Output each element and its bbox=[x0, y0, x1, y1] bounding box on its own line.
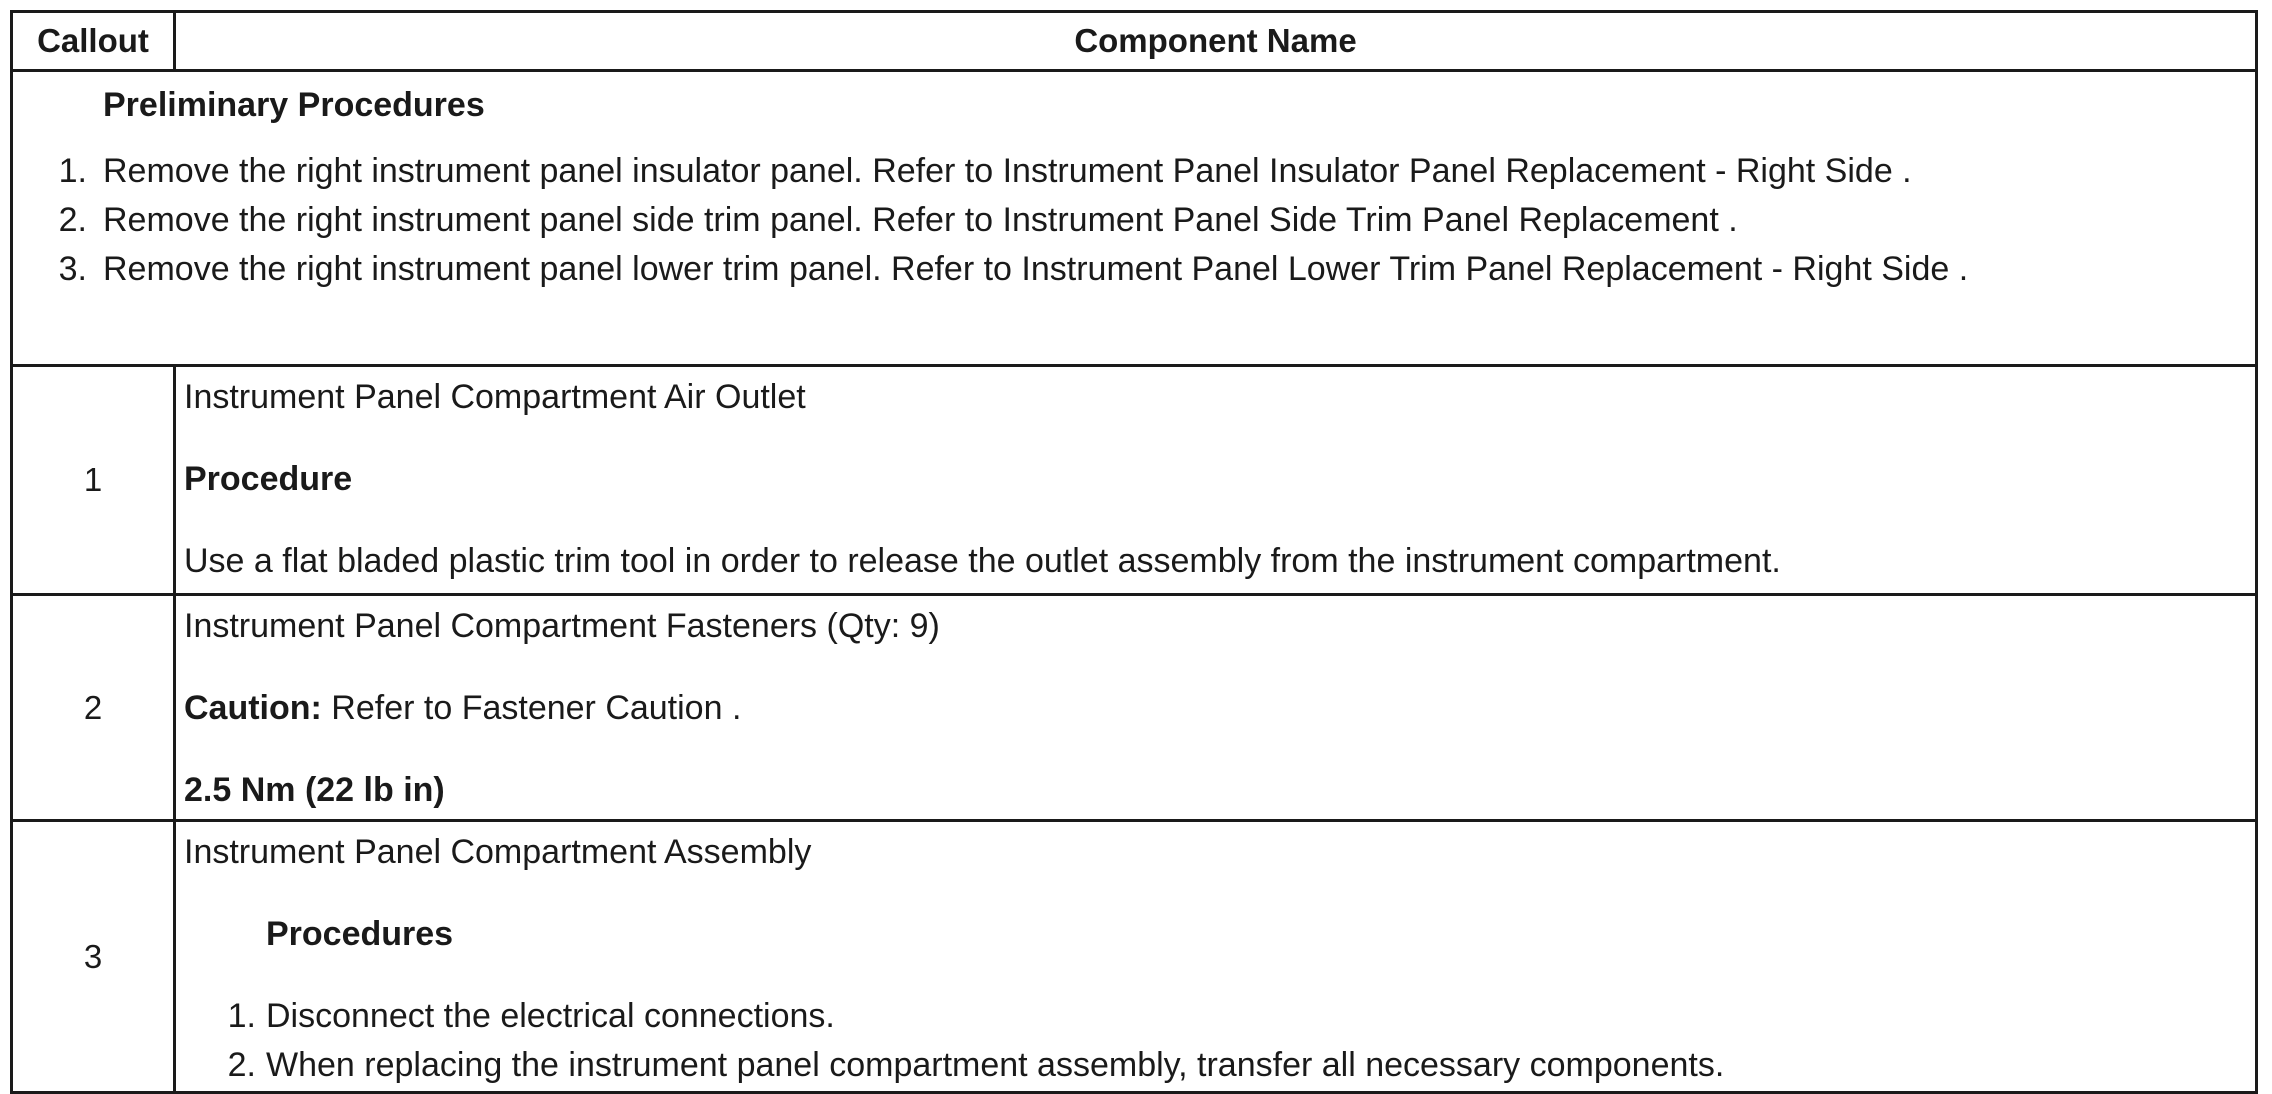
table-row bbox=[12, 595, 2257, 821]
callout-column-header: Callout bbox=[12, 12, 175, 71]
step-number: 2. bbox=[58, 201, 87, 239]
preliminary-procedures-cell bbox=[12, 71, 2257, 366]
step-text: Remove the right instrument panel side trim panel. Refer to Instrument Panel Side Trim Panel Replacement . bbox=[103, 201, 1738, 239]
step-text: When replacing the instrument panel compartment assembly, transfer all necessary components. bbox=[266, 1046, 1725, 1084]
step-text: Disconnect the electrical connections. bbox=[266, 997, 835, 1035]
list-item bbox=[206, 1041, 2255, 1090]
table-header-row bbox=[12, 12, 2257, 71]
preliminary-procedures-row bbox=[12, 71, 2257, 366]
step-number: 2. bbox=[227, 1046, 256, 1084]
step-text: Remove the right instrument panel insulator panel. Refer to Instrument Panel Insulator Panel Replacement - Right Side . bbox=[103, 152, 1912, 190]
step-number: 1. bbox=[58, 152, 87, 190]
procedure-steps-list bbox=[206, 992, 2255, 1090]
torque-spec: 2.5 Nm (22 lb in) bbox=[184, 771, 445, 809]
component-name: Instrument Panel Compartment Fasteners (Qty: 9) bbox=[184, 607, 940, 645]
caution-line bbox=[184, 684, 2255, 732]
callout-number: 1 bbox=[12, 366, 175, 595]
component-name-column-header: Component Name bbox=[175, 12, 2257, 71]
list-item bbox=[206, 992, 2255, 1041]
component-table bbox=[10, 10, 2258, 1094]
caution-label: Caution: bbox=[184, 689, 322, 727]
callout-number: 2 bbox=[12, 595, 175, 821]
component-name: Instrument Panel Compartment Assembly bbox=[184, 833, 812, 871]
procedure-label: Procedure bbox=[184, 460, 353, 498]
table-row bbox=[12, 821, 2257, 1093]
list-item bbox=[37, 196, 2255, 245]
callout-number: 3 bbox=[12, 821, 175, 1093]
procedure-text: Use a flat bladed plastic trim tool in order to release the outlet assembly from the instrument compartment. bbox=[184, 542, 1781, 580]
step-number: 3. bbox=[58, 250, 87, 288]
component-cell bbox=[175, 821, 2257, 1093]
table-row bbox=[12, 366, 2257, 595]
list-item bbox=[37, 245, 2255, 294]
step-number: 1. bbox=[227, 997, 256, 1035]
preliminary-procedures-title: Preliminary Procedures bbox=[103, 86, 485, 124]
list-item bbox=[37, 147, 2255, 196]
component-cell bbox=[175, 366, 2257, 595]
procedure-document bbox=[10, 10, 2258, 1094]
step-text: Remove the right instrument panel lower trim panel. Refer to Instrument Panel Lower Trim Panel Replacement - Right Side . bbox=[103, 250, 1969, 288]
component-cell bbox=[175, 595, 2257, 821]
caution-text: Refer to Fastener Caution . bbox=[321, 689, 742, 727]
component-name: Instrument Panel Compartment Air Outlet bbox=[184, 378, 806, 416]
preliminary-steps-list bbox=[37, 147, 2255, 294]
procedures-label: Procedures bbox=[266, 915, 454, 953]
